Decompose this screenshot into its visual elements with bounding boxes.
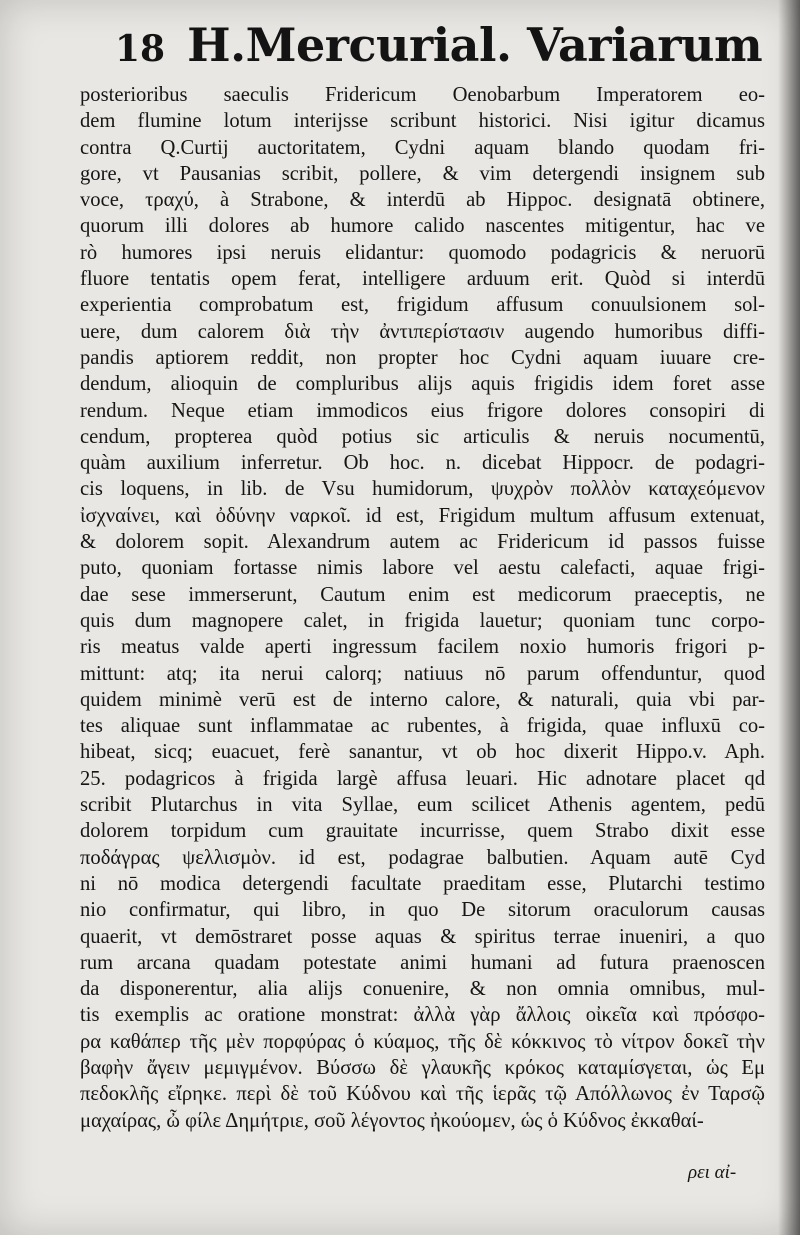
page-gutter-shadow bbox=[778, 0, 800, 1235]
text-line: gore, vt Pausanias scribit, pollere, & vim detergendi insignem sub bbox=[80, 162, 765, 185]
text-line: experientia comprobatum est, frigidum affusum conuulsionem sol- bbox=[80, 294, 765, 317]
text-line: quàm auxilium inferretur. Ob hoc. n. dicebat Hippocr. de podagri- bbox=[80, 452, 765, 475]
text-line: contra Q.Curtij auctoritatem, Cydni aquam blando quodam fri- bbox=[80, 136, 765, 159]
text-line: cis loquens, in lib. de Vsu humidorum, ψυχρὸν πολλὸν καταχεόμενον bbox=[80, 478, 765, 501]
text-line: ἰσχναίνει, καὶ ὀδύνην ναρκοῖ. id est, Frigidum multum affusum extenuat, bbox=[80, 504, 765, 527]
text-line: hibeat, sicq; euacuet, ferè sanantur, vt ob hoc dixerit Hippo.v. Aph. bbox=[80, 741, 765, 764]
text-line: ris meatus valde aperti ingressum facilem noxio humoris frigori p- bbox=[80, 636, 765, 659]
text-line: quis dum magnopere calet, in frigida lauetur; quoniam tunc corpo- bbox=[80, 609, 765, 632]
text-line: ρα καθάπερ τῆς μὲν πορφύρας ὁ κύαμος, τῆς δὲ κόκκινος τὸ νίτρον δοκεῖ τὴν bbox=[80, 1030, 765, 1053]
text-line: rò humores ipsi neruis elidantur: quomodo podagricis & neruorū bbox=[80, 241, 765, 264]
text-line: rum arcana quadam potestate animi humani ad futura praenoscen bbox=[80, 951, 765, 974]
text-line: 25. podagricos à frigida largè affusa leuari. Hic adnotare placet qd bbox=[80, 767, 765, 790]
text-line: μαχαίρας, ὦ φίλε Δημήτριε, σοῦ λέγοντος ἠκούομεν, ὡς ὁ Κύδνος ἐκκαθαί- bbox=[80, 1109, 704, 1132]
body-text bbox=[80, 82, 765, 1134]
text-line: da disponerentur, alia alijs conuenire, & non omnia omnibus, mul- bbox=[80, 978, 765, 1001]
text-line: quidem minimè verū est de interno calore, & naturali, quia vbi par- bbox=[80, 688, 765, 711]
text-line: quorum illi dolores ab humore calido nascentes mitigentur, hac ve bbox=[80, 215, 765, 238]
text-line: puto, quoniam fortasse nimis labore vel aestu calefacti, aquae frigi- bbox=[80, 557, 765, 580]
text-line: dolorem torpidum cum grauitate incurrisse, quem Strabo dixit esse bbox=[80, 820, 765, 843]
text-line: nio confirmatur, qui libro, in quo De sitorum oraculorum causas bbox=[80, 899, 765, 922]
text-line: mittunt: atq; ita nerui calorq; natiuus nō parum offenduntur, quod bbox=[80, 662, 765, 685]
text-line: dendum, alioquin de compluribus alijs aquis frigidis idem foret asse bbox=[80, 373, 765, 396]
text-line: quaerit, vt demōstraret posse aquas & spiritus terrae inueniri, a quo bbox=[80, 925, 765, 948]
text-line: posterioribus saeculis Fridericum Oenobarbum Imperatorem eo- bbox=[80, 84, 765, 106]
text-line: tis exemplis ac oratione monstrat: ἀλλὰ γὰρ ἄλλοις οἰκεῖα καὶ πρόσφο- bbox=[80, 1004, 765, 1027]
text-line: dae sese immerserunt, Cautum enim est medicorum praeceptis, ne bbox=[80, 583, 765, 606]
text-line: ni nō modica detergendi facultate praeditam esse, Plutarchi testimo bbox=[80, 872, 765, 895]
page-header bbox=[115, 18, 762, 78]
running-head: H.Mercurial. Variarum bbox=[187, 18, 763, 72]
text-line: πεδοκλῆς εἴρηκε. περὶ δὲ τοῦ Κύδνου καὶ τῆς ἱερᾶς τῷ Απόλλωνος ἐν Ταρσῷ bbox=[80, 1083, 765, 1106]
text-line: dem flumine lotum interijsse scribunt historici. Nisi igitur dicamus bbox=[80, 110, 765, 133]
catchword: ρει αἰ- bbox=[688, 1162, 737, 1183]
text-line: fluore tentatis opem ferat, intelligere arduum erit. Quòd si interdū bbox=[80, 268, 765, 291]
text-line: pandis aptiorem reddit, non propter hoc Cydni aquam iuuare cre- bbox=[80, 346, 765, 369]
text-line: cendum, propterea quòd potius sic articulis & neruis nocumentū, bbox=[80, 425, 765, 448]
text-line: uere, dum calorem διὰ τὴν ἀντιπερίστασιν augendo humoribus diffi- bbox=[80, 320, 765, 343]
text-line: & dolorem sopit. Alexandrum autem ac Fridericum id passos fuisse bbox=[80, 531, 765, 554]
text-line: tes aliquae sunt inflammatae ac rubentes, à frigida, quae influxū co- bbox=[80, 715, 765, 738]
text-line: scribit Plutarchus in vita Syllae, eum scilicet Athenis agentem, pedū bbox=[80, 794, 765, 817]
text-line: voce, τραχύ, à Strabone, & interdū ab Hippoc. designatā obtinere, bbox=[80, 189, 765, 212]
text-line: ποδάγρας ψελλισμὸν. id est, podagrae balbutien. Aquam autē Cyd bbox=[80, 846, 765, 869]
text-line: rendum. Neque etiam immodicos eius frigore dolores consopiri di bbox=[80, 399, 765, 422]
text-line: βαφὴν ἄγειν μεμιγμένον. Βύσσω δὲ γλαυκῆς κρόκος καταμίσγεται, ὡς Εμ bbox=[80, 1056, 765, 1079]
page-number: 18 bbox=[115, 28, 166, 70]
